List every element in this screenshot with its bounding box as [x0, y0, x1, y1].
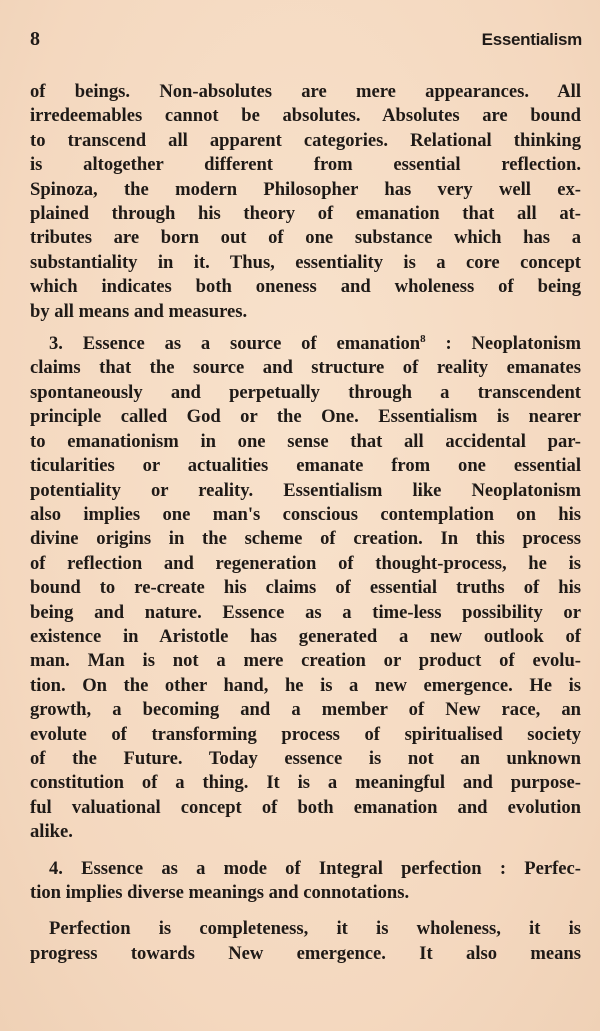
text-line: progress towards New emergence. It also means [30, 942, 581, 964]
text-line: evolute of transforming process of spiritualised society [30, 723, 581, 745]
text-line: tion implies diverse meanings and connotations. [30, 882, 410, 903]
text-line: of beings. Non-absolutes are mere appearances. All [30, 81, 581, 102]
section-heading-continuation: : Neoplatonism [425, 333, 581, 355]
text-line: man. Man is not a mere creation or product of evolu- [30, 650, 581, 672]
text-line: bound to re-create his claims of essential truths of his [30, 577, 581, 599]
text-line: 4. Essence as a mode of Integral perfection : Perfec- [49, 857, 581, 879]
text-line: substantiality in it. Thus, essentiality is a core concept [30, 251, 581, 273]
text-line: irredeemables cannot be absolutes. Absolutes are bound [30, 105, 581, 127]
text-line: constitution of a thing. It is a meaningful and purpose- [30, 772, 581, 794]
page-number: 8 [30, 28, 40, 50]
text-line: of the Future. Today essence is not an unknown [30, 747, 581, 769]
text-line: of reflection and regeneration of thought-process, he is [30, 552, 581, 574]
paragraph-3 [30, 857, 581, 906]
paragraph-1 [30, 80, 581, 324]
text-line: potentiality or reality. Essentialism like Neoplatonism [30, 479, 581, 501]
text-line: plained through his theory of emanation that all at- [30, 203, 581, 225]
text-line: ful valuational concept of both emanation and evolution [30, 796, 581, 818]
text-line: principle called God or the One. Essentialism is nearer [30, 406, 581, 428]
text-line: divine origins in the scheme of creation. In this process [30, 528, 581, 550]
text-line: spontaneously and perpetually through a transcendent [30, 381, 581, 403]
text-line: to emanationism in one sense that all accidental par- [30, 430, 581, 452]
text-line: Spinoza, the modern Philosopher has very well ex- [30, 178, 581, 200]
text-line: existence in Aristotle has generated a new outlook of [30, 625, 581, 647]
text-line: which indicates both oneness and wholeness of being [30, 276, 581, 298]
running-head [30, 28, 582, 54]
footnote-reference: 8 [420, 332, 426, 345]
text-line: ticularities or actualities emanate from one essential [30, 455, 581, 477]
text-line: growth, a becoming and a member of New race, an [30, 699, 581, 721]
section-heading-text: 3. Essence as a source of emanation [49, 333, 421, 355]
text-line: also implies one man's conscious contemplation on his [30, 503, 581, 525]
text-line: is altogether different from essential reflection. [30, 154, 581, 176]
section-heading-line [30, 332, 581, 356]
text-line: claims that the source and structure of reality emanates [30, 357, 581, 379]
body-text [30, 80, 581, 966]
text-line: Perfection is completeness, it is wholeness, it is [49, 918, 581, 940]
paragraph-4 [30, 917, 581, 966]
running-title: Essentialism [481, 30, 582, 49]
text-line: being and nature. Essence as a time-less possibility or [30, 601, 581, 623]
text-line: tributes are born out of one substance which has a [30, 227, 581, 249]
paragraph-2 [30, 332, 581, 845]
text-line: to transcend all apparent categories. Relational thinking [30, 129, 581, 151]
text-line: tion. On the other hand, he is a new emergence. He is [30, 674, 581, 696]
text-line: by all means and measures. [30, 300, 248, 322]
text-line: alike. [30, 821, 73, 843]
